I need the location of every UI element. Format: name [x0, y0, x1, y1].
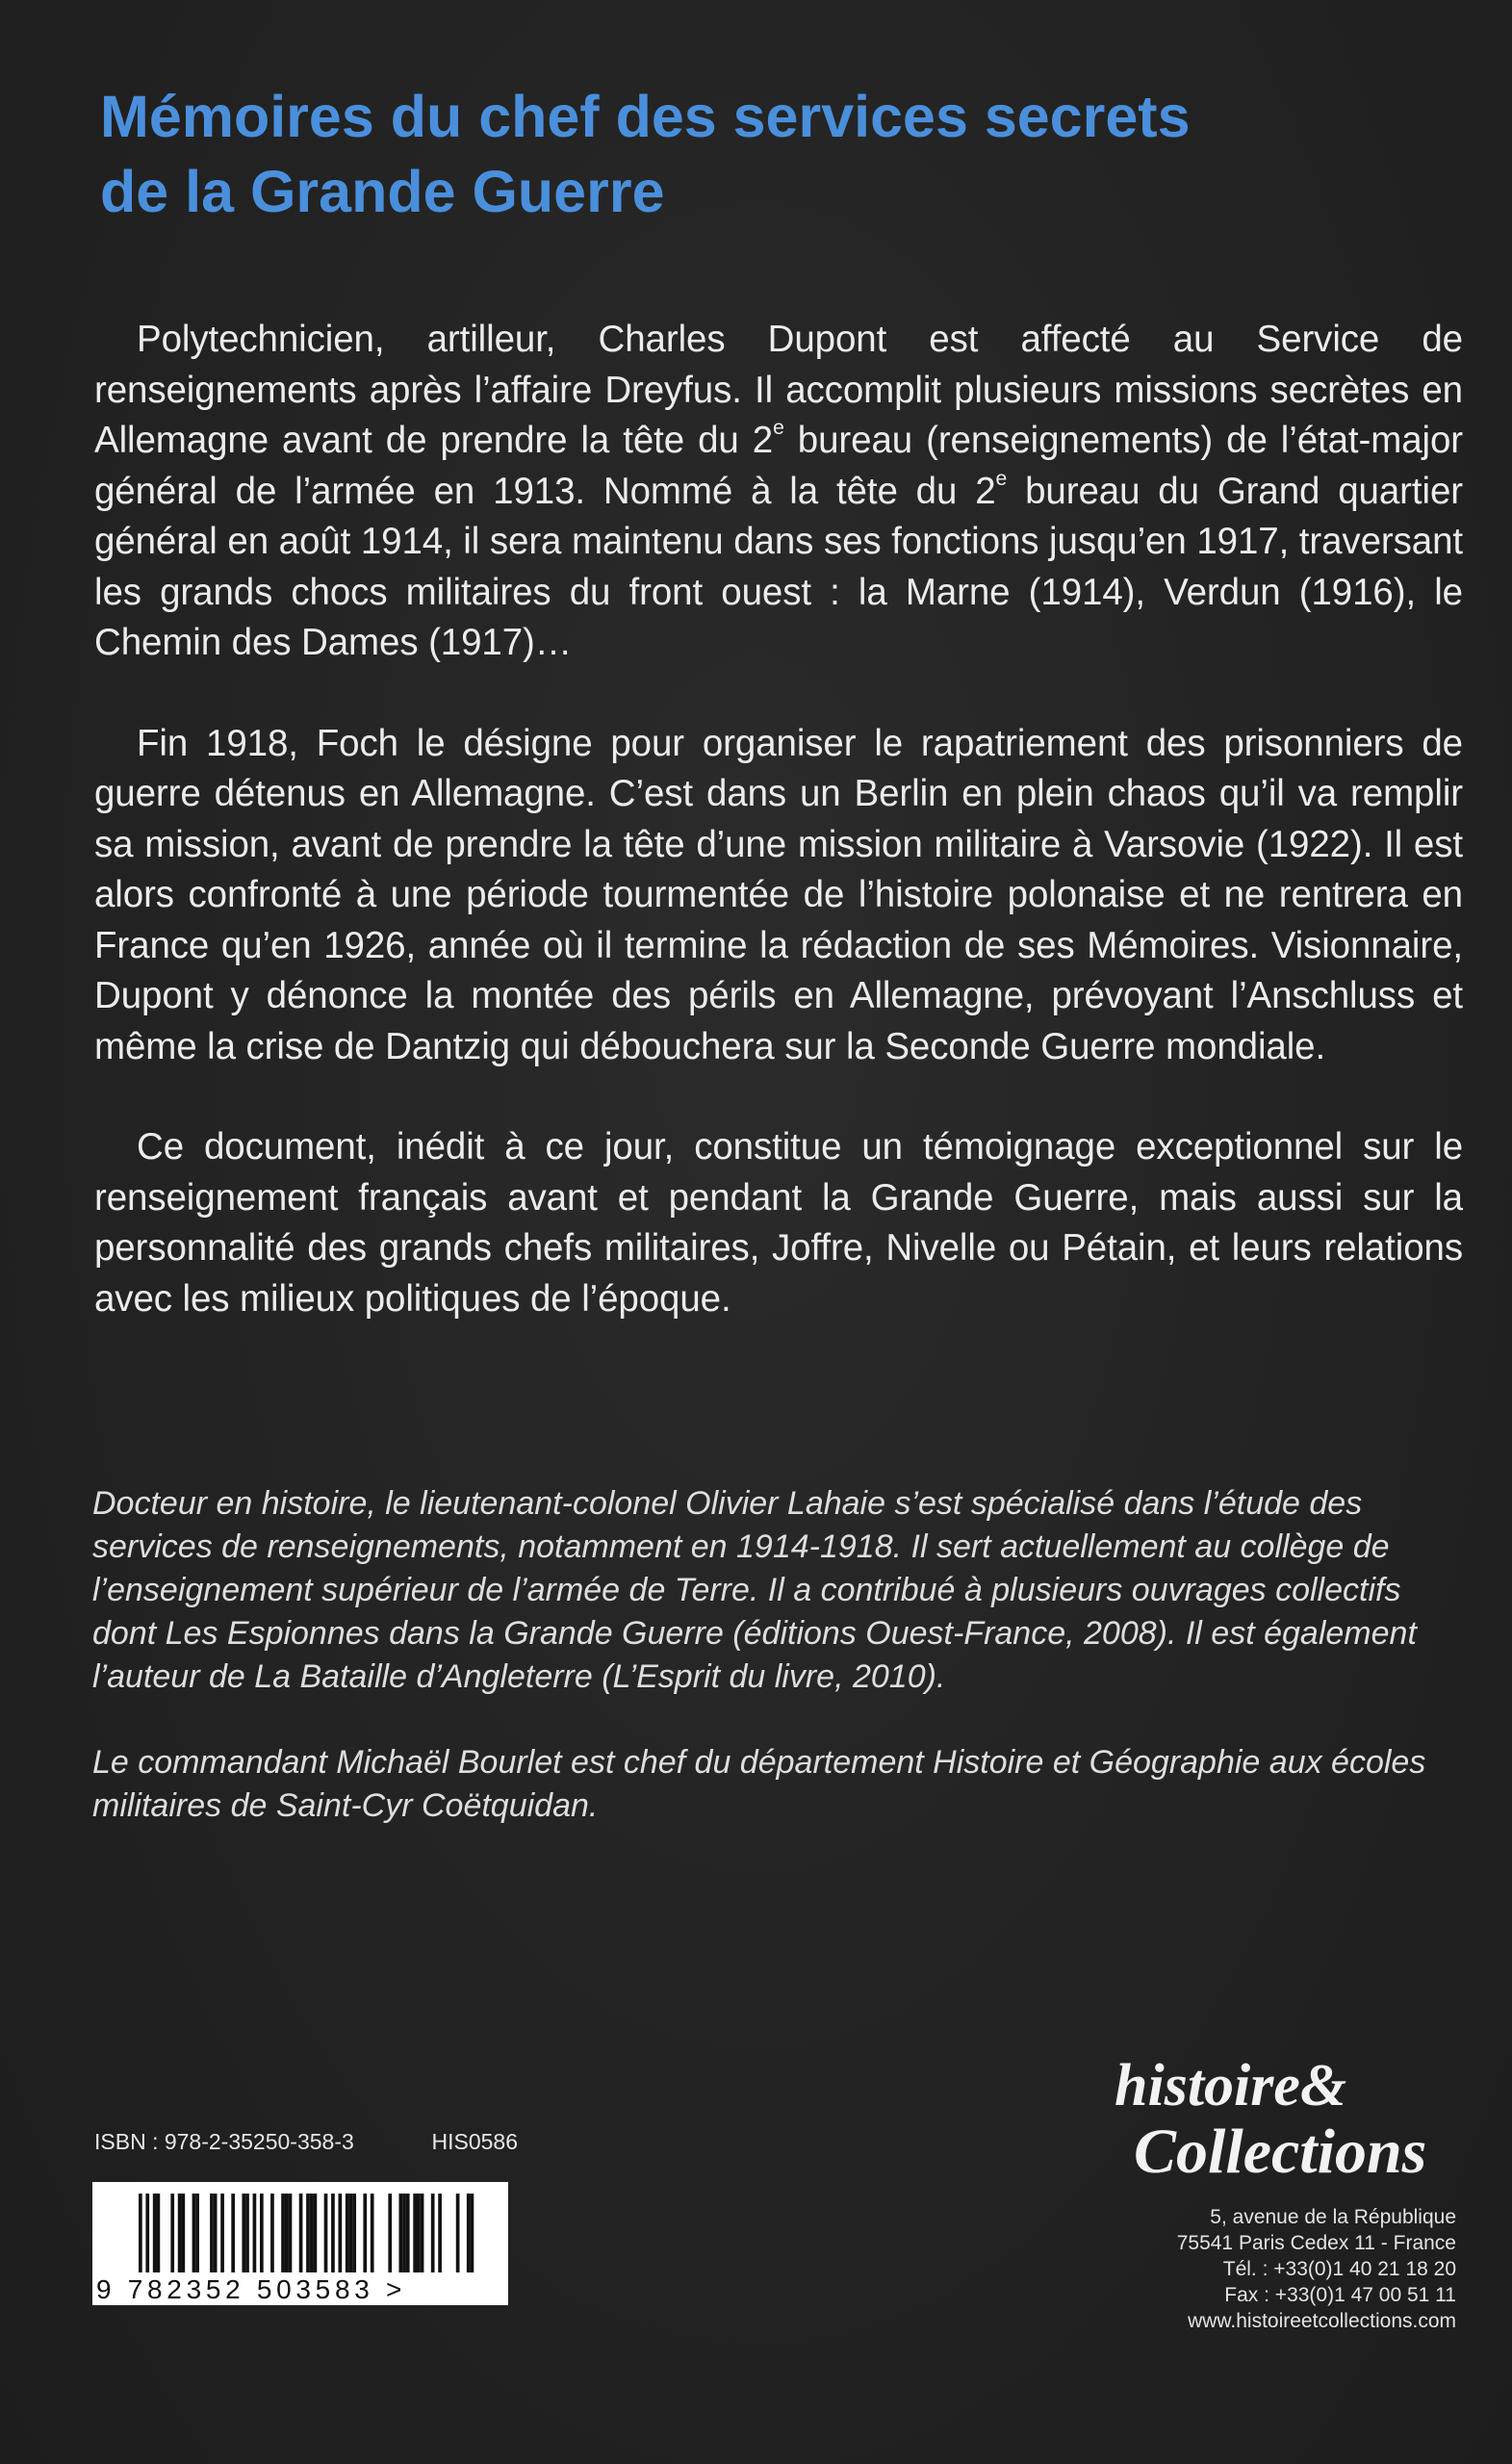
- barcode-bar: [324, 2194, 328, 2272]
- barcode-bars: [139, 2194, 477, 2272]
- barcode-bar: [220, 2194, 224, 2272]
- author-bios: [92, 1482, 1469, 1828]
- barcode-bar: [349, 2194, 353, 2272]
- barcode-bar: [398, 2194, 402, 2272]
- publisher-street: 5, avenue de la République: [1210, 2206, 1456, 2228]
- barcode-bar: [231, 2194, 235, 2272]
- blurb-paragraph-1-part-1: Polytechnicien, artilleur, Charles Dupont est affecté au Service de renseignements après l’affaire Dreyfus. Il accomplit plusieurs missions secrètes en Allemagne avant de prendre la tête du 2: [94, 319, 1463, 461]
- blurb-paragraph-2: Fin 1918, Foch le désigne pour organiser le rapatriement des prisonniers de guerre détenus en Allemagne. C’est dans un Berlin en plein chaos qu’il va remplir sa mission, avant de prendre la tête d’une mission militaire à Varsovie (1922). Il est alors confronté à une période tourmentée de l’histoire polonaise et ne rentrera en France qu’en 1926, année où il termine la rédaction de ses Mémoires. Visionnaire, Dupont y dénonce la montée des périls en Allemagne, prévoyant l’Anschluss et même la crise de Dantzig qui débouchera sur la Seconde Guerre mondiale.: [94, 722, 1463, 1067]
- blurb-paragraph-1: [94, 315, 1463, 669]
- barcode-bar: [192, 2194, 196, 2272]
- superscript-e: e: [995, 467, 1008, 490]
- publisher-fax: Fax : +33(0)1 47 00 51 11: [1224, 2284, 1456, 2306]
- barcode-bar: [289, 2194, 293, 2272]
- publisher-city: 75541 Paris Cedex 11 - France: [1176, 2232, 1456, 2254]
- barcode-bar: [406, 2194, 410, 2272]
- barcode-bar: [352, 2194, 356, 2272]
- blurb-paragraph-1-part-3: bureau du Grand quartier général en août 1914, il sera maintenu dans ses fonctions jusqu’en 1917, traversant les grands chocs militaires du front ouest : la Marne (1914), Verdun (1916), le Chemin des Dames (1917)…: [94, 470, 1463, 663]
- book-title-line-1: Mémoires du chef des services secrets: [100, 84, 1191, 149]
- barcode-digits: 9 782352 503583 >: [96, 2274, 407, 2304]
- publisher-website: www.histoireetcollections.com: [1188, 2310, 1456, 2332]
- author-bio-lahaie: Docteur en histoire, le lieutenant-colonel Olivier Lahaie s’est spécialisé dans l’étude des services de renseignements, notamment en 1914-1918. Il sert actuellement au collège de l’enseignement supérieur de l’armée de Terre. Il a contribué à plusieurs ouvrages collectifs dont Les Espionnes dans la Grande Guerre (éditions Ouest-France, 2008). Il est également l’auteur de La Bataille d’Angleterre (L’Esprit du livre, 2010).: [92, 1485, 1417, 1695]
- barcode-bar: [314, 2194, 318, 2272]
- barcode-bar: [195, 2194, 199, 2272]
- barcode-bar: [431, 2194, 435, 2272]
- isbn-line: [94, 2129, 518, 2155]
- barcode-bar: [402, 2194, 406, 2272]
- barcode-bar: [181, 2194, 185, 2272]
- blurb-paragraph-1-part-2: bureau (renseignements) de l’état-major général de l’armée en 1913. Nommé à la tête du 2: [94, 420, 1463, 512]
- barcode-bar: [157, 2194, 161, 2272]
- publisher-address: [1177, 2204, 1456, 2334]
- barcode-bar: [178, 2194, 182, 2272]
- barcode-bar: [285, 2194, 289, 2272]
- barcode-bar: [270, 2194, 274, 2272]
- blurb: [94, 315, 1463, 1324]
- barcode-bar: [413, 2194, 417, 2272]
- publisher-phone: Tél. : +33(0)1 40 21 18 20: [1222, 2258, 1456, 2280]
- barcode-bar: [371, 2194, 374, 2272]
- barcode-bar: [299, 2194, 303, 2272]
- barcode-bar: [388, 2194, 392, 2272]
- publisher-logo-line-2: Collections: [1134, 2117, 1427, 2187]
- barcode-bar: [153, 2194, 157, 2272]
- barcode-bar: [145, 2194, 149, 2272]
- barcode-bar: [306, 2194, 310, 2272]
- barcode-bar: [467, 2194, 471, 2272]
- product-code: HIS0586: [431, 2129, 518, 2154]
- book-title-line-2: de la Grande Guerre: [100, 159, 665, 224]
- barcode-bar: [438, 2194, 442, 2272]
- isbn: ISBN : 978-2-35250-358-3: [94, 2129, 354, 2154]
- barcode-bar: [214, 2194, 218, 2272]
- barcode-bar: [260, 2194, 264, 2272]
- superscript-e: e: [773, 416, 784, 439]
- barcode-bar: [210, 2194, 214, 2272]
- barcode-bar: [346, 2194, 349, 2272]
- book-title: [100, 79, 1351, 229]
- barcode-bar: [421, 2194, 424, 2272]
- barcode-bar: [363, 2194, 367, 2272]
- barcode-bar: [170, 2194, 174, 2272]
- barcode-bar: [245, 2194, 249, 2272]
- barcode-bar: [417, 2194, 421, 2272]
- barcode-bar: [242, 2194, 245, 2272]
- publisher-logo: [1107, 2045, 1463, 2190]
- barcode-bar: [331, 2194, 335, 2272]
- author-bio-bourlet: Le commandant Michaël Bourlet est chef du département Histoire et Géographie aux écoles militaires de Saint-Cyr Coëtquidan.: [92, 1744, 1426, 1824]
- barcode-bar: [471, 2194, 474, 2272]
- barcode-bar: [253, 2194, 257, 2272]
- barcode: [92, 2182, 508, 2305]
- barcode-bar: [456, 2194, 460, 2272]
- barcode-bar: [338, 2194, 342, 2272]
- barcode-bar: [310, 2194, 314, 2272]
- barcode-bar: [281, 2194, 285, 2272]
- publisher-logo-line-1: histoire&: [1115, 2053, 1347, 2118]
- blurb-paragraph-3: Ce document, inédit à ce jour, constitue un témoignage exceptionnel sur le renseignement français avant et pendant la Grande Guerre, mais aussi sur la personnalité des grands chefs militaires, Joffre, Nivelle ou Pétain, et leurs relations avec les milieux politiques de l’époque.: [94, 1126, 1463, 1320]
- barcode-bar: [139, 2194, 142, 2272]
